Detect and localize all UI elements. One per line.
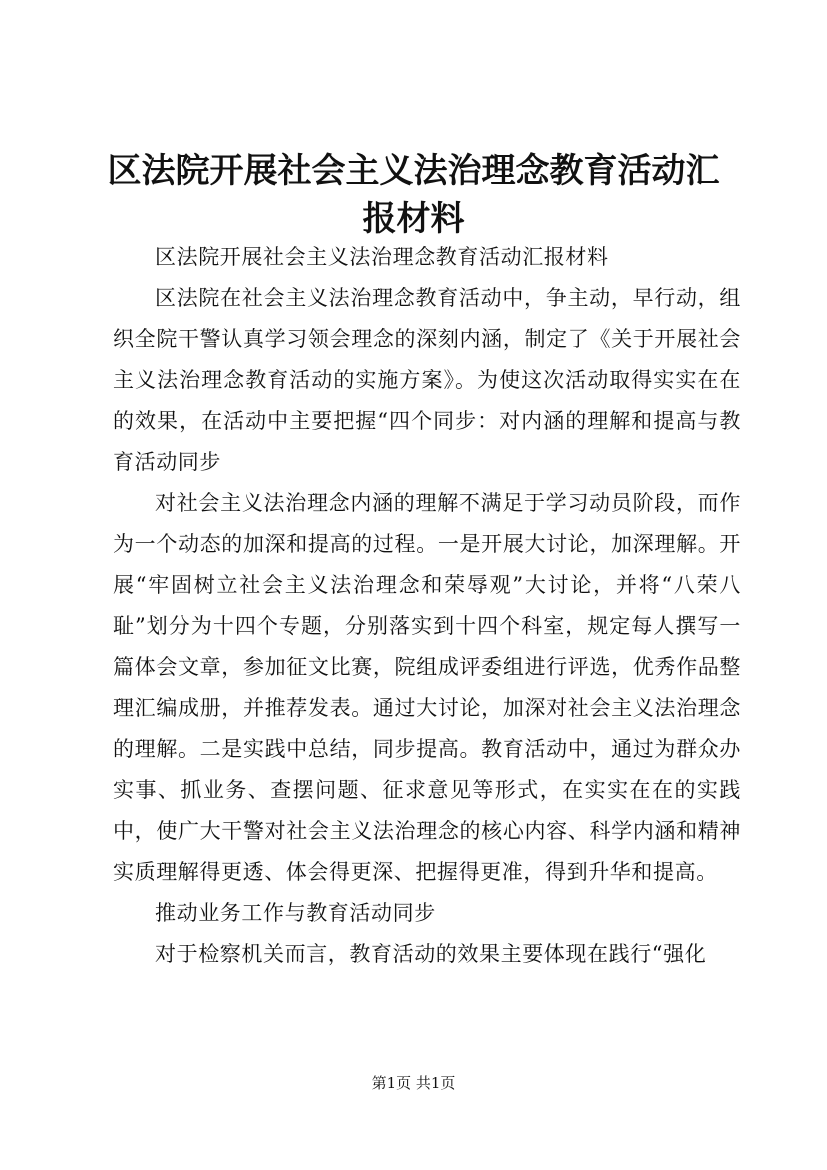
page-footer: 第1页 共1页 <box>371 1074 456 1092</box>
paragraph-understanding: 对社会主义法治理念内涵的理解不满足于学习动员阶段，而作为一个动态的加深和提高的过程。一是开展大讨论，加深理解。开展“牢固树立社会主义法治理念和荣辱观”大讨论，并将“八荣八耻”划分为十四个专题，分别落实到十四个科室，规定每人撰写一篇体会文章，参加征文比赛，院组成评委组进行评选，优秀作品整理汇编成册，并推荐发表。通过大讨论，加深对社会主义法治理念的理解。二是实践中总结，同步提高。教育活动中，通过为群众办实事、抓业务、查摆问题、征求意见等形式，在实实在在的实践中，使广大干警对社会主义法治理念的核心内容、科学内涵和精神实质理解得更透、体会得更深、把握得更准，得到升华和提高。 <box>113 491 741 884</box>
paragraph-subtitle: 区法院开展社会主义法治理念教育活动汇报材料 <box>155 245 609 269</box>
paragraph-intro: 区法院在社会主义法治理念教育活动中，争主动，早行动，组织全院干警认真学习领会理念的深刻内涵，制定了《关于开展社会主义法治理念教育活动的实施方案》。为使这次活动取得实实在在的效果，在活动中主要把握“四个同步：对内涵的理解和提高与教育活动同步 <box>113 286 741 474</box>
document-body <box>113 237 741 975</box>
paragraph-procuratorate: 对于检察机关而言，教育活动的效果主要体现在践行“强化 <box>155 942 707 966</box>
document-title: 区法院开展社会主义法治理念教育活动汇报材料 <box>107 151 720 239</box>
paragraph-heading-business: 推动业务工作与教育活动同步 <box>155 901 436 925</box>
